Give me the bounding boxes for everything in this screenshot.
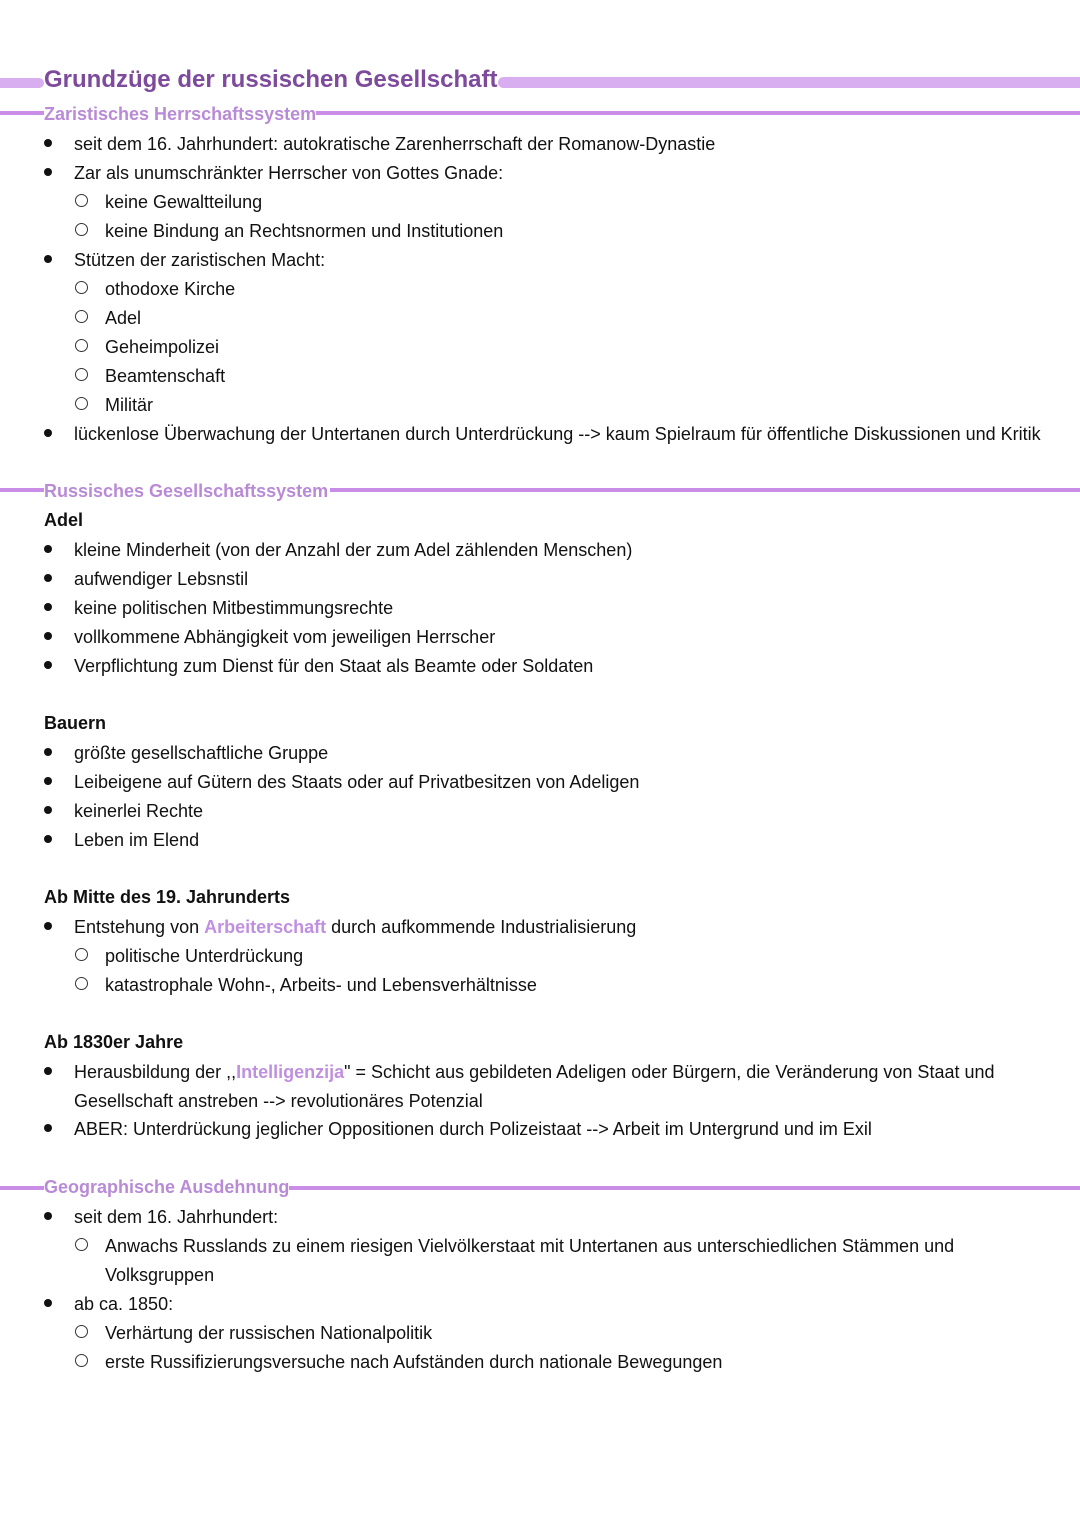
subheading-mitte-19: Ab Mitte des 19. Jahrunderts [44,887,291,907]
subheading-bauern: Bauern [44,713,107,733]
title-decoration-right [498,77,1080,88]
section-rule-right [289,1186,1080,1190]
bullet-icon [44,574,52,582]
circle-bullet-icon [75,194,88,207]
circle-bullet-icon [75,1238,88,1251]
bullet-icon [44,255,52,263]
bullet-icon [44,139,52,147]
bullet-icon [44,1212,52,1220]
section-rule-left [0,111,44,115]
subheading-adel: Adel [44,510,84,530]
bullet-icon [44,1299,52,1307]
bullet-icon [44,922,52,930]
circle-bullet-icon [75,281,88,294]
bullet-icon [44,168,52,176]
highlight-term: Intelligenzija [236,1062,345,1082]
bullet-icon [44,603,52,611]
circle-bullet-icon [75,223,88,236]
section-heading-geographie: Geographische Ausdehnung [44,1177,290,1197]
circle-bullet-icon [75,1325,88,1338]
bullet-icon [44,806,52,814]
section-heading-gesellschaft: Russisches Gesellschaftssystem [44,481,329,501]
section-rule-left [0,1186,44,1190]
circle-bullet-icon [75,339,88,352]
section-rule-left [0,488,44,492]
bullet-icon [44,1124,52,1132]
circle-bullet-icon [75,310,88,323]
highlight-term: Arbeiterschaft [204,917,327,937]
bullet-icon [44,661,52,669]
section-rule-right [316,111,1080,115]
circle-bullet-icon [75,368,88,381]
page-title: Grundzüge der russischen Gesellschaft [44,66,498,93]
bullet-icon [44,835,52,843]
circle-bullet-icon [75,1354,88,1367]
section-rule-right [330,488,1080,492]
bullet-icon [44,777,52,785]
bullet-icon [44,545,52,553]
bullet-icon [44,1067,52,1075]
title-decoration-left [0,78,44,88]
circle-bullet-icon [75,397,88,410]
bullet-icon [44,748,52,756]
circle-bullet-icon [75,977,88,990]
bullet-icon [44,429,52,437]
subheading-1830: Ab 1830er Jahre [44,1032,184,1052]
bullet-icon [44,632,52,640]
circle-bullet-icon [75,948,88,961]
section-heading-herrschaft: Zaristisches Herrschaftssystem [44,104,317,124]
